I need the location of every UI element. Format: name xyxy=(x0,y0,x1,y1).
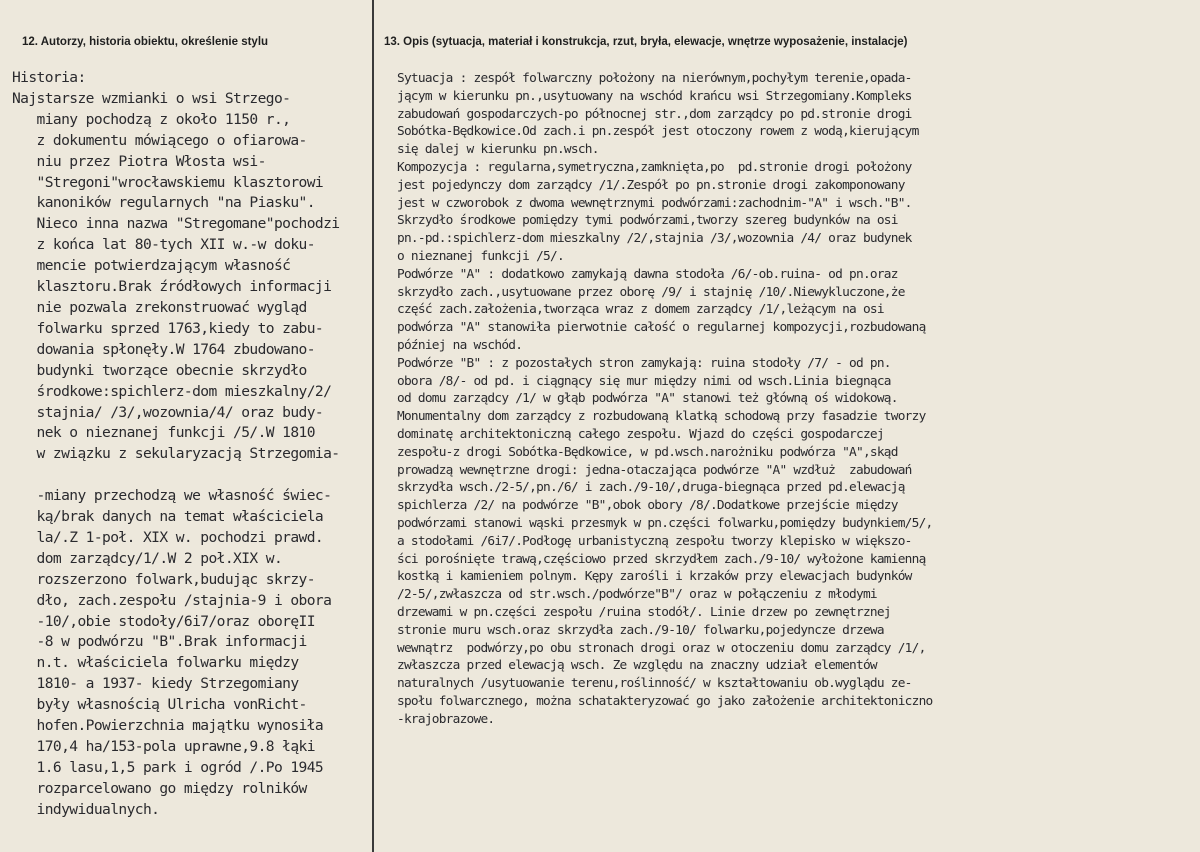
field-13-header: 13. Opis (sytuacja, materiał i konstrukcja, rzut, bryła, elewacje, wnętrze wyposażenie, instalacje) xyxy=(384,36,908,48)
column-divider xyxy=(372,0,374,852)
field-12-header: 12. Autorzy, historia obiektu, określenie stylu xyxy=(22,36,269,48)
history-text: Historia: Najstarsze wzmianki o wsi Strzego- miany pochodzą z około 1150 r., z dokumentu mówiącego o ofiarowa- niu przez Piotra Włosta wsi- "Stregoni"wrocławskiemu klasztorowi kanoników regularnych "na Piasku". Nieco inna nazwa "Stregomane"pochodzi z końca lat 80-tych XII w.-w doku- mencie potwierdzającym własność klasztoru.Brak źródłowych informacji nie pozwala zrekonstruować wygląd folwarku sprzed 1763,kiedy to zabu- dowania spłonęły.W 1764 zbudowano- budynki tworzące obecnie skrzydło środkowe:spichlerz-dom mieszkalny/2/ stajnia/ /3/,wozownia/4/ oraz budy- nek o nieznanej funkcji /5/.W 1810 w związku z sekularyzacją Strzegomia- -miany przechodzą we własność świec- ką/brak danych na temat właściciela la/.Z 1-poł. XIX w. pochodzi prawd. dom zarządcy/1/.W 2 poł.XIX w. rozszerzono folwark,budując skrzy- dło, zach.zespołu /stajnia-9 i obora -10/,obie stodoły/6i7/oraz oboręII -8 w podwórzu "B".Brak informacji n.t. właściciela folwarku między 1810- a 1937- kiedy Strzegomiany były własnością Ulricha vonRicht- hofen.Powierzchnia majątku wynosiła 170,4 ha/153-pola uprawne,9.8 łąki 1.6 lasu,1,5 park i ogród /.Po 1945 rozparcelowano go między rolników indywidualnych. xyxy=(12,69,340,818)
description-text: Sytuacja : zespół folwarczny położony na nierównym,pochyłym terenie,opada- jącym w kierunku pn.,usytuowany na wschód krańcu wsi Strzegomiany.Kompleks zabudowań gospodarczych-po północnej str.,dom zarządcy po pd.stronie drogi Sobótka-Będkowice.Od zach.i pn.zespół jest otoczony rowem z wodą,kierującym się dalej w kierunku pn.wsch. Kompozycja : regularna,symetryczna,zamknięta,po pd.stronie drogi położony jest pojedynczy dom zarządcy /1/.Zespół po pn.stronie drogi zakomponowany jest w czworobok z dwoma wewnętrznymi podwórzami:zachodnim-"A" i wsch."B". Skrzydło środkowe pomiędzy tymi podwórzami,tworzy szereg budynków na osi pn.-pd.:spichlerz-dom mieszkalny /2/,stajnia /3/,wozownia /4/ oraz budynek o nieznanej funkcji /5/. Podwórze "A" : dodatkowo zamykają dawna stodoła /6/-ob.ruina- od pn.oraz skrzydło zach.,usytuowane przez oborę /9/ i stajnię /10/.Niewykluczone,że część zach.założenia,tworząca wraz z domem zarządcy /1/,leżącym na osi podwórza "A" stanowiła pierwotnie całość o regularnej kompozycji,rozbudowaną później na wschód. Podwórze "B" : z pozostałych stron zamykają: ruina stodoły /7/ - od pn. obora /8/- od pd. i ciągnący się mur między nimi od wsch.Linia biegnąca od domu zarządcy /1/ w głąb podwórza "A" stanowi też główną oś widokową. Monumentalny dom zarządcy z rozbudowaną klatką schodową przy fasadzie tworzy dominatę architektoniczną całego zespołu. Wjazd do części gospodarczej zespołu-z drogi Sobótka-Będkowice, w pd.wsch.narożniku podwórza "A",skąd prowadzą wewnętrzne drogi: jedna-otaczająca podwórze "A" wzdłuż zabudowań skrzydła wsch./2-5/,pn./6/ i zach./9-10/,druga-biegnąca przed pd.elewacją spichlerza /2/ na podwórze "B",obok obory /8/.Dodatkowe przejście między podwórzami stanowi wąski przesmyk w pn.części folwarku,pomiędzy budynkiem/5/, a stodołami /6i7/.Podłogę urbanistyczną zespołu tworzy klepisko w większo- ści porośnięte trawą,częściowo przed skrzydłem zach./9-10/ wyłożone kamienną kostką i kamieniem polnym. Kępy zarośli i krzaków przy elewacjach budynków /2-5/,zwłaszcza od str.wsch./podwórze"B"/ oraz w połączeniu z młodymi drzewami w pn.części zespołu /ruina stodół/. Linie drzew po zewnętrznej stronie muru wsch.oraz skrzydła zach./9-10/ folwarku,pojedyncze drzewa wewnątrz podwórzy,po obu stronach drogi oraz w otoczeniu domu zarządcy /1/, zwłaszcza przed elewacją wsch. Ze względu na znaczny udział elementów naturalnych /usytuowanie terenu,roślinność/ w kształtowaniu ob.wyglądu ze- społu folwarcznego, można schatakteryzować go jako założenie architektoniczno -krajobrazowe. xyxy=(397,71,933,727)
